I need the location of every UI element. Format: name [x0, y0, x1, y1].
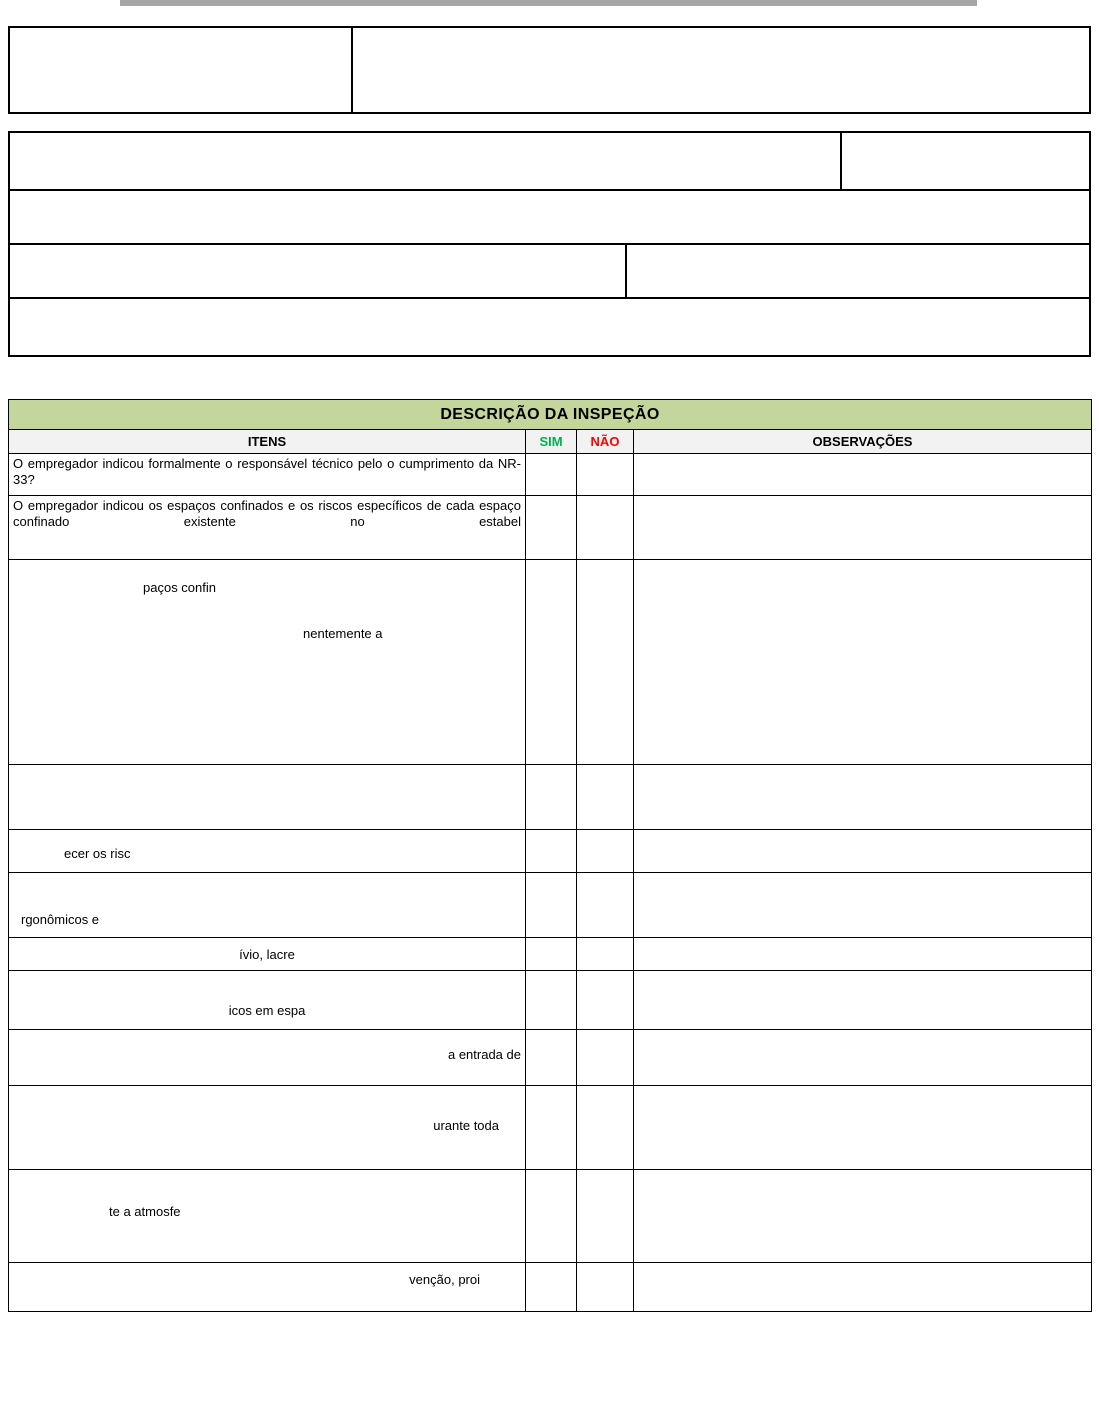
inspection-no-checkbox[interactable]	[577, 560, 634, 765]
inspection-observation-field[interactable]	[634, 830, 1092, 873]
column-header-no: NÃO	[577, 430, 634, 454]
table-row	[9, 454, 1092, 496]
inspection-no-checkbox[interactable]	[577, 938, 634, 971]
table-row	[9, 496, 1092, 560]
inspection-no-checkbox[interactable]	[577, 1170, 634, 1263]
inspection-item-text: icos em espa	[9, 971, 526, 1030]
inspection-no-checkbox[interactable]	[577, 454, 634, 496]
inspection-observation-field[interactable]	[634, 1086, 1092, 1170]
inspection-observation-field[interactable]	[634, 1030, 1092, 1086]
table-row	[9, 1263, 1092, 1312]
inspection-no-checkbox[interactable]	[577, 765, 634, 830]
header-block-1-left-cell	[10, 28, 353, 112]
inspection-observation-field[interactable]	[634, 971, 1092, 1030]
inspection-item-text: te a atmosfe	[9, 1170, 526, 1263]
inspection-item-text: ecer os risc	[9, 830, 526, 873]
inspection-observation-field[interactable]	[634, 938, 1092, 971]
header-block-2-row-3	[10, 245, 1089, 299]
header-block-2-row-2	[10, 191, 1089, 245]
header-block-1-right-cell	[353, 28, 1089, 112]
table-row	[9, 1030, 1092, 1086]
inspection-yes-checkbox[interactable]	[526, 938, 577, 971]
header-block-2-row-3-left	[10, 245, 627, 297]
header-block-2-row-1	[10, 133, 1089, 191]
header-block-2-row-4	[10, 299, 1089, 353]
inspection-yes-checkbox[interactable]	[526, 454, 577, 496]
inspection-yes-checkbox[interactable]	[526, 1263, 577, 1312]
header-block-2-row-1-right	[842, 133, 1089, 189]
inspection-item-text	[9, 765, 526, 830]
inspection-no-checkbox[interactable]	[577, 1263, 634, 1312]
inspection-title: DESCRIÇÃO DA INSPEÇÃO	[9, 400, 1092, 430]
inspection-title-row	[9, 400, 1092, 430]
table-row	[9, 765, 1092, 830]
inspection-observation-field[interactable]	[634, 560, 1092, 765]
inspection-yes-checkbox[interactable]	[526, 1170, 577, 1263]
table-row	[9, 873, 1092, 938]
inspection-observation-field[interactable]	[634, 873, 1092, 938]
inspection-yes-checkbox[interactable]	[526, 1030, 577, 1086]
inspection-item-text: O empregador indicou os espaços confinados e os riscos específicos de cada espaço confinado existente no estabel	[9, 496, 526, 560]
top-divider-rule	[120, 0, 977, 6]
inspection-observation-field[interactable]	[634, 1263, 1092, 1312]
inspection-no-checkbox[interactable]	[577, 971, 634, 1030]
inspection-yes-checkbox[interactable]	[526, 971, 577, 1030]
column-header-yes: SIM	[526, 430, 577, 454]
inspection-no-checkbox[interactable]	[577, 1030, 634, 1086]
inspection-table	[8, 399, 1092, 1312]
inspection-yes-checkbox[interactable]	[526, 496, 577, 560]
inspection-header-row	[9, 430, 1092, 454]
table-row	[9, 830, 1092, 873]
inspection-observation-field[interactable]	[634, 454, 1092, 496]
inspection-yes-checkbox[interactable]	[526, 1086, 577, 1170]
inspection-yes-checkbox[interactable]	[526, 873, 577, 938]
inspection-observation-field[interactable]	[634, 1170, 1092, 1263]
inspection-no-checkbox[interactable]	[577, 1086, 634, 1170]
header-block-2	[8, 131, 1091, 357]
header-block-2-row-3-right	[627, 245, 1089, 297]
inspection-item-fragment-2: nentemente a	[303, 625, 383, 641]
inspection-item-text: rgonômicos e	[9, 873, 526, 938]
column-header-observations: OBSERVAÇÕES	[634, 430, 1092, 454]
table-row	[9, 938, 1092, 971]
header-block-2-row-1-left	[10, 133, 842, 189]
inspection-yes-checkbox[interactable]	[526, 765, 577, 830]
inspection-item-text: O empregador indicou formalmente o responsável técnico pelo o cumprimento da NR-33?	[9, 454, 526, 496]
inspection-observation-field[interactable]	[634, 496, 1092, 560]
inspection-observation-field[interactable]	[634, 765, 1092, 830]
inspection-yes-checkbox[interactable]	[526, 560, 577, 765]
inspection-item-text	[9, 560, 526, 765]
inspection-no-checkbox[interactable]	[577, 496, 634, 560]
inspection-item-text: urante toda	[9, 1086, 526, 1170]
header-block-2-row-4-full	[10, 299, 1089, 353]
inspection-yes-checkbox[interactable]	[526, 830, 577, 873]
header-block-1	[8, 26, 1091, 114]
column-header-items: ITENS	[9, 430, 526, 454]
table-row	[9, 1086, 1092, 1170]
table-row	[9, 560, 1092, 765]
inspection-no-checkbox[interactable]	[577, 830, 634, 873]
inspection-item-text: a entrada de	[9, 1030, 526, 1086]
inspection-item-text: venção, proi	[9, 1263, 526, 1312]
table-row	[9, 971, 1092, 1030]
header-block-2-row-2-full	[10, 191, 1089, 243]
table-row	[9, 1170, 1092, 1263]
inspection-no-checkbox[interactable]	[577, 873, 634, 938]
inspection-item-fragment-1: paços confin	[143, 580, 216, 595]
inspection-item-text: ívio, lacre	[9, 938, 526, 971]
